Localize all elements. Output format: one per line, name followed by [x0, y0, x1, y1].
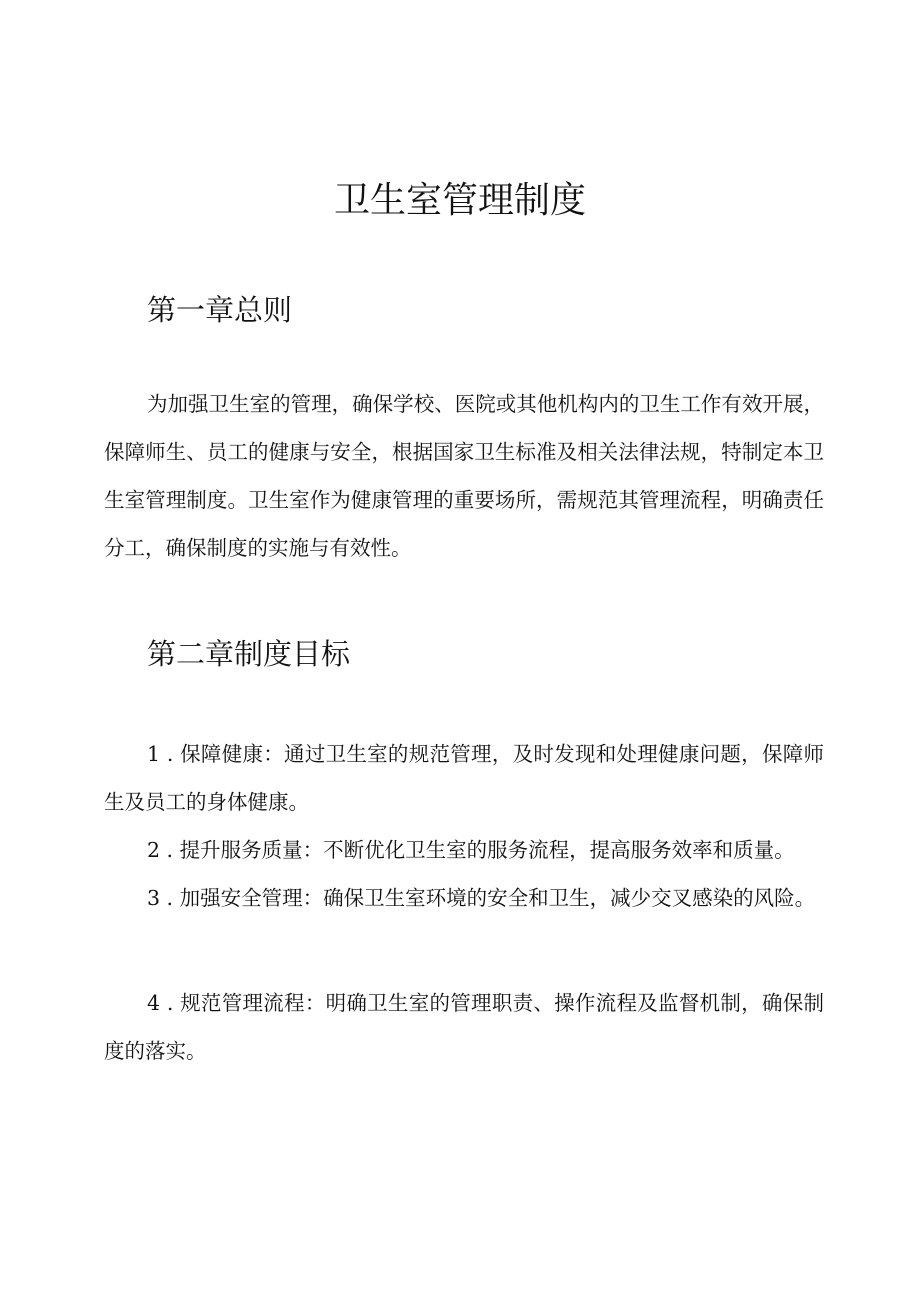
chapter-1-heading: 第一章总则 — [147, 293, 293, 327]
document-title: 卫生室管理制度 — [333, 180, 586, 221]
goal-item-2: 2 . 提升服务质量：不断优化卫生室的服务流程，提高服务效率和质量。 — [147, 838, 795, 862]
goal-item-3: 3 . 加强安全管理：确保卫生室环境的安全和卫生，减少交叉感染的风险。 — [147, 886, 816, 910]
chapter-1-paragraph: 为加强卫生室的管理，确保学校、医院或其他机构内的卫生工作有效开展，保障师生、员工的健康与安全，根据国家卫生标准及相关法律法规，特制定本卫生室管理制度。卫生室作为健康管理的重要场所，需规范其管理流程，明确责任分工，确保制度的实施与有效性。 — [104, 392, 824, 560]
chapter-2-heading: 第二章制度目标 — [147, 637, 351, 671]
goal-item-4: 4 . 规范管理流程：明确卫生室的管理职责、操作流程及监督机制，确保制度的落实。 — [104, 991, 824, 1063]
goal-item-1: 1 . 保障健康：通过卫生室的规范管理，及时发现和处理健康问题，保障师生及员工的身体健康。 — [104, 742, 824, 814]
